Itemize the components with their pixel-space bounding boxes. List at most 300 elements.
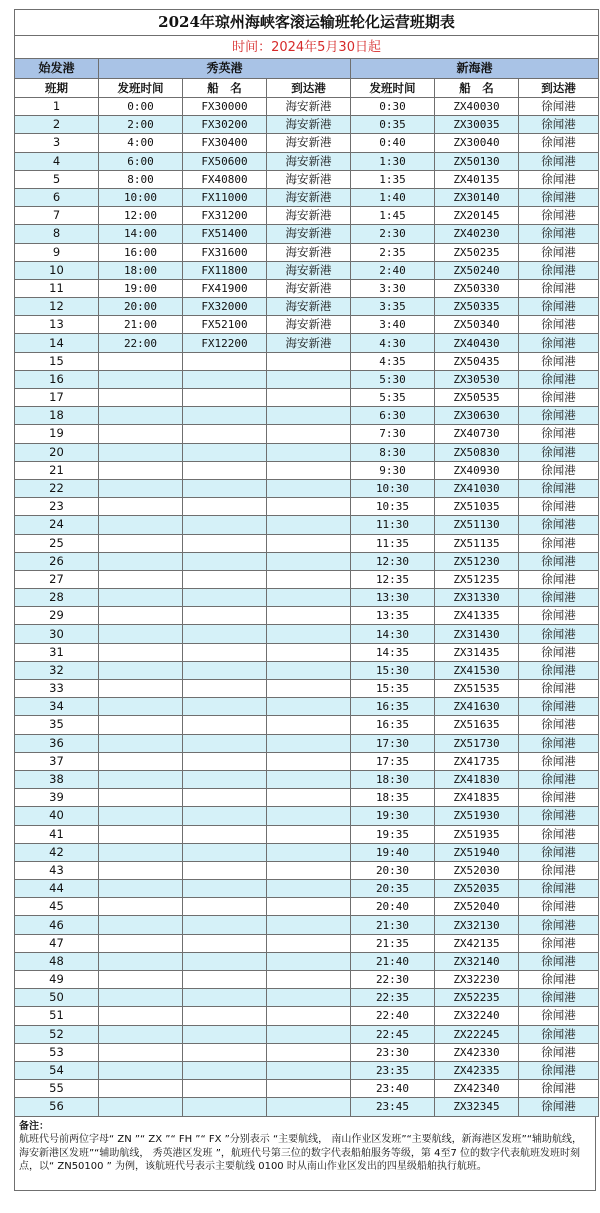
arrive-port-a-cell	[267, 716, 351, 734]
table-row	[15, 98, 599, 116]
table-row	[15, 734, 599, 752]
table-row	[15, 1007, 599, 1025]
depart-time-a-cell: 22:00	[99, 334, 183, 352]
arrive-port-a-cell: 海安新港	[267, 298, 351, 316]
ship-code-a-cell	[183, 370, 267, 388]
depart-time-b-cell: 3:30	[351, 279, 435, 297]
schedule-no-cell: 39	[15, 789, 99, 807]
port-xinhai: 新海港	[351, 59, 599, 79]
depart-time-b-cell: 15:30	[351, 661, 435, 679]
ship-code-b-cell: ZX41735	[435, 752, 519, 770]
ship-code-a-cell	[183, 934, 267, 952]
schedule-no-cell: 49	[15, 971, 99, 989]
depart-time-a-cell	[99, 643, 183, 661]
port-xiuying: 秀英港	[99, 59, 351, 79]
depart-time-b-cell: 16:35	[351, 716, 435, 734]
depart-time-a-cell	[99, 716, 183, 734]
arrive-port-b-cell: 徐闻港	[519, 352, 599, 370]
depart-time-a-cell	[99, 807, 183, 825]
schedule-no-cell: 20	[15, 443, 99, 461]
arrive-port-b-cell: 徐闻港	[519, 789, 599, 807]
depart-time-b-cell: 22:35	[351, 989, 435, 1007]
ship-code-a-cell: FX30000	[183, 98, 267, 116]
table-row	[15, 789, 599, 807]
depart-time-b-cell: 18:35	[351, 789, 435, 807]
arrive-port-a-cell	[267, 443, 351, 461]
schedule-no-cell: 35	[15, 716, 99, 734]
arrive-port-a-cell	[267, 807, 351, 825]
arrive-port-b-cell: 徐闻港	[519, 461, 599, 479]
depart-time-b-cell: 16:35	[351, 698, 435, 716]
depart-time-a-cell: 20:00	[99, 298, 183, 316]
arrive-port-a-cell: 海安新港	[267, 225, 351, 243]
ship-code-a-cell	[183, 661, 267, 679]
depart-time-a-cell: 6:00	[99, 152, 183, 170]
arrive-port-a-cell	[267, 1043, 351, 1061]
ship-code-b-cell: ZX32230	[435, 971, 519, 989]
arrive-port-b-cell: 徐闻港	[519, 152, 599, 170]
ship-code-b-cell: ZX32345	[435, 1098, 519, 1116]
top-cropped-banner	[0, 0, 600, 7]
table-row	[15, 443, 599, 461]
depart-time-a-cell: 21:00	[99, 316, 183, 334]
depart-time-a-cell	[99, 1007, 183, 1025]
depart-time-a-cell	[99, 425, 183, 443]
depart-time-a-cell: 18:00	[99, 261, 183, 279]
arrive-port-b-cell: 徐闻港	[519, 971, 599, 989]
ship-code-b-cell: ZX40930	[435, 461, 519, 479]
depart-time-a-cell	[99, 861, 183, 879]
ship-code-b-cell: ZX51035	[435, 498, 519, 516]
arrive-port-b-cell: 徐闻港	[519, 516, 599, 534]
col-header-ship-b: 船 名	[435, 79, 519, 98]
arrive-port-b-cell: 徐闻港	[519, 898, 599, 916]
depart-time-a-cell	[99, 1098, 183, 1116]
depart-time-b-cell: 5:30	[351, 370, 435, 388]
table-row	[15, 861, 599, 879]
arrive-port-b-cell: 徐闻港	[519, 952, 599, 970]
arrive-port-b-cell: 徐闻港	[519, 188, 599, 206]
depart-time-a-cell	[99, 498, 183, 516]
ship-code-a-cell	[183, 1061, 267, 1079]
ship-code-a-cell	[183, 898, 267, 916]
table-row	[15, 716, 599, 734]
arrive-port-a-cell	[267, 843, 351, 861]
table-row	[15, 843, 599, 861]
depart-time-b-cell: 21:30	[351, 916, 435, 934]
title-row	[15, 10, 599, 36]
schedule-no-cell: 33	[15, 680, 99, 698]
arrive-port-a-cell	[267, 989, 351, 1007]
depart-time-a-cell: 16:00	[99, 243, 183, 261]
arrive-port-b-cell: 徐闻港	[519, 934, 599, 952]
table-row	[15, 1025, 599, 1043]
arrive-port-a-cell	[267, 861, 351, 879]
ship-code-b-cell: ZX40135	[435, 170, 519, 188]
arrive-port-a-cell	[267, 370, 351, 388]
column-header-row	[15, 79, 599, 98]
schedule-no-cell: 43	[15, 861, 99, 879]
table-row	[15, 479, 599, 497]
ship-code-b-cell: ZX50240	[435, 261, 519, 279]
schedule-no-cell: 12	[15, 298, 99, 316]
arrive-port-a-cell: 海安新港	[267, 134, 351, 152]
schedule-no-cell: 17	[15, 389, 99, 407]
ship-code-a-cell	[183, 461, 267, 479]
depart-time-b-cell: 6:30	[351, 407, 435, 425]
depart-time-b-cell: 14:30	[351, 625, 435, 643]
schedule-no-cell: 6	[15, 188, 99, 206]
depart-time-a-cell	[99, 989, 183, 1007]
schedule-no-cell: 36	[15, 734, 99, 752]
depart-time-a-cell	[99, 516, 183, 534]
ship-code-b-cell: ZX32130	[435, 916, 519, 934]
ship-code-a-cell	[183, 752, 267, 770]
ship-code-b-cell: ZX32240	[435, 1007, 519, 1025]
table-row	[15, 389, 599, 407]
depart-time-b-cell: 3:35	[351, 298, 435, 316]
depart-time-b-cell: 23:45	[351, 1098, 435, 1116]
schedule-no-cell: 4	[15, 152, 99, 170]
table-row	[15, 298, 599, 316]
table-row	[15, 516, 599, 534]
ship-code-a-cell	[183, 352, 267, 370]
ship-code-b-cell: ZX51135	[435, 534, 519, 552]
arrive-port-a-cell	[267, 570, 351, 588]
table-row	[15, 880, 599, 898]
schedule-no-cell: 54	[15, 1061, 99, 1079]
depart-time-b-cell: 2:35	[351, 243, 435, 261]
arrive-port-a-cell	[267, 534, 351, 552]
schedule-no-cell: 1	[15, 98, 99, 116]
depart-time-a-cell	[99, 789, 183, 807]
arrive-port-b-cell: 徐闻港	[519, 716, 599, 734]
table-row	[15, 952, 599, 970]
ship-code-a-cell	[183, 479, 267, 497]
depart-time-b-cell: 11:30	[351, 516, 435, 534]
depart-time-b-cell: 7:30	[351, 425, 435, 443]
depart-time-b-cell: 23:35	[351, 1061, 435, 1079]
table-row	[15, 170, 599, 188]
depart-time-b-cell: 21:40	[351, 952, 435, 970]
depart-time-b-cell: 20:30	[351, 861, 435, 879]
arrive-port-b-cell: 徐闻港	[519, 316, 599, 334]
table-row	[15, 498, 599, 516]
notes-label: 备注：	[19, 1120, 49, 1132]
ship-code-a-cell	[183, 1025, 267, 1043]
arrive-port-a-cell	[267, 952, 351, 970]
arrive-port-a-cell	[267, 552, 351, 570]
arrive-port-a-cell: 海安新港	[267, 98, 351, 116]
schedule-no-cell: 30	[15, 625, 99, 643]
notes-section	[14, 1117, 596, 1191]
depart-time-b-cell: 1:35	[351, 170, 435, 188]
ship-code-a-cell	[183, 607, 267, 625]
depart-time-b-cell: 4:35	[351, 352, 435, 370]
depart-time-a-cell	[99, 1025, 183, 1043]
depart-time-a-cell: 10:00	[99, 188, 183, 206]
table-row	[15, 134, 599, 152]
arrive-port-b-cell: 徐闻港	[519, 680, 599, 698]
ship-code-a-cell	[183, 952, 267, 970]
table-row	[15, 279, 599, 297]
depart-time-b-cell: 1:40	[351, 188, 435, 206]
table-row	[15, 643, 599, 661]
arrive-port-a-cell	[267, 934, 351, 952]
depart-time-a-cell	[99, 880, 183, 898]
ship-code-b-cell: ZX42335	[435, 1061, 519, 1079]
arrive-port-b-cell: 徐闻港	[519, 880, 599, 898]
arrive-port-b-cell: 徐闻港	[519, 134, 599, 152]
ship-code-b-cell: ZX31330	[435, 589, 519, 607]
table-row	[15, 570, 599, 588]
ship-code-b-cell: ZX41335	[435, 607, 519, 625]
arrive-port-b-cell: 徐闻港	[519, 825, 599, 843]
depart-time-b-cell: 2:40	[351, 261, 435, 279]
depart-time-a-cell	[99, 952, 183, 970]
ship-code-b-cell: ZX30140	[435, 188, 519, 206]
arrive-port-b-cell: 徐闻港	[519, 116, 599, 134]
ship-code-a-cell	[183, 770, 267, 788]
arrive-port-b-cell: 徐闻港	[519, 334, 599, 352]
schedule-no-cell: 21	[15, 461, 99, 479]
arrive-port-a-cell: 海安新港	[267, 261, 351, 279]
arrive-port-a-cell: 海安新港	[267, 243, 351, 261]
ship-code-b-cell: ZX51730	[435, 734, 519, 752]
table-row	[15, 207, 599, 225]
ship-code-b-cell: ZX40730	[435, 425, 519, 443]
depart-time-b-cell: 22:40	[351, 1007, 435, 1025]
ship-code-b-cell: ZX41835	[435, 789, 519, 807]
table-row	[15, 552, 599, 570]
ship-code-b-cell: ZX22245	[435, 1025, 519, 1043]
table-row	[15, 971, 599, 989]
depart-time-b-cell: 0:35	[351, 116, 435, 134]
depart-time-a-cell: 0:00	[99, 98, 183, 116]
ship-code-b-cell: ZX40230	[435, 225, 519, 243]
schedule-no-cell: 25	[15, 534, 99, 552]
arrive-port-b-cell: 徐闻港	[519, 261, 599, 279]
depart-time-a-cell	[99, 607, 183, 625]
arrive-port-b-cell: 徐闻港	[519, 752, 599, 770]
table-row	[15, 752, 599, 770]
ship-code-a-cell	[183, 843, 267, 861]
depart-time-b-cell: 19:30	[351, 807, 435, 825]
arrive-port-b-cell: 徐闻港	[519, 1025, 599, 1043]
ship-code-a-cell	[183, 734, 267, 752]
depart-time-a-cell	[99, 971, 183, 989]
ship-code-b-cell: ZX20145	[435, 207, 519, 225]
depart-time-b-cell: 10:35	[351, 498, 435, 516]
arrive-port-a-cell	[267, 407, 351, 425]
arrive-port-a-cell	[267, 643, 351, 661]
arrive-port-b-cell: 徐闻港	[519, 443, 599, 461]
table-row	[15, 425, 599, 443]
arrive-port-a-cell	[267, 461, 351, 479]
ship-code-a-cell	[183, 589, 267, 607]
ship-code-b-cell: ZX50130	[435, 152, 519, 170]
arrive-port-a-cell	[267, 498, 351, 516]
arrive-port-a-cell: 海安新港	[267, 207, 351, 225]
ship-code-b-cell: ZX52030	[435, 861, 519, 879]
arrive-port-a-cell: 海安新港	[267, 188, 351, 206]
depart-time-a-cell	[99, 698, 183, 716]
ship-code-b-cell: ZX50335	[435, 298, 519, 316]
table-row	[15, 825, 599, 843]
col-header-ship-a: 船 名	[183, 79, 267, 98]
table-row	[15, 225, 599, 243]
arrive-port-b-cell: 徐闻港	[519, 570, 599, 588]
ship-code-a-cell: FX12200	[183, 334, 267, 352]
ship-code-a-cell	[183, 698, 267, 716]
effective-date: 时间：2024年5月30日起	[15, 36, 599, 59]
schedule-no-cell: 37	[15, 752, 99, 770]
ship-code-a-cell	[183, 570, 267, 588]
depart-time-b-cell: 3:40	[351, 316, 435, 334]
arrive-port-b-cell: 徐闻港	[519, 1007, 599, 1025]
table-row	[15, 1080, 599, 1098]
arrive-port-b-cell: 徐闻港	[519, 861, 599, 879]
schedule-no-cell: 45	[15, 898, 99, 916]
schedule-no-cell: 28	[15, 589, 99, 607]
schedule-no-cell: 15	[15, 352, 99, 370]
schedule-no-cell: 23	[15, 498, 99, 516]
arrive-port-b-cell: 徐闻港	[519, 1098, 599, 1116]
ship-code-a-cell	[183, 643, 267, 661]
ship-code-b-cell: ZX52235	[435, 989, 519, 1007]
depart-time-b-cell: 15:35	[351, 680, 435, 698]
schedule-no-cell: 42	[15, 843, 99, 861]
ship-code-a-cell: FX52100	[183, 316, 267, 334]
ship-code-a-cell	[183, 407, 267, 425]
ship-code-b-cell: ZX41530	[435, 661, 519, 679]
ship-code-b-cell: ZX51635	[435, 716, 519, 734]
arrive-port-a-cell	[267, 1007, 351, 1025]
depart-time-b-cell: 0:40	[351, 134, 435, 152]
depart-time-b-cell: 13:30	[351, 589, 435, 607]
schedule-no-cell: 44	[15, 880, 99, 898]
depart-time-a-cell	[99, 843, 183, 861]
depart-time-b-cell: 5:35	[351, 389, 435, 407]
schedule-no-cell: 38	[15, 770, 99, 788]
table-row	[15, 534, 599, 552]
depart-time-b-cell: 14:35	[351, 643, 435, 661]
ship-code-b-cell: ZX40430	[435, 334, 519, 352]
ship-code-b-cell: ZX50830	[435, 443, 519, 461]
ship-code-b-cell: ZX51940	[435, 843, 519, 861]
arrive-port-b-cell: 徐闻港	[519, 243, 599, 261]
depart-time-a-cell	[99, 1080, 183, 1098]
arrive-port-a-cell	[267, 916, 351, 934]
depart-time-b-cell: 0:30	[351, 98, 435, 116]
schedule-no-cell: 51	[15, 1007, 99, 1025]
ship-code-a-cell	[183, 389, 267, 407]
ship-code-a-cell	[183, 716, 267, 734]
ship-code-a-cell	[183, 1080, 267, 1098]
depart-time-a-cell	[99, 534, 183, 552]
arrive-port-b-cell: 徐闻港	[519, 479, 599, 497]
arrive-port-b-cell: 徐闻港	[519, 1080, 599, 1098]
schedule-no-cell: 3	[15, 134, 99, 152]
ship-code-b-cell: ZX51230	[435, 552, 519, 570]
arrive-port-b-cell: 徐闻港	[519, 916, 599, 934]
arrive-port-b-cell: 徐闻港	[519, 734, 599, 752]
arrive-port-a-cell	[267, 625, 351, 643]
arrive-port-b-cell: 徐闻港	[519, 534, 599, 552]
schedule-no-cell: 7	[15, 207, 99, 225]
arrive-port-a-cell	[267, 661, 351, 679]
depart-time-a-cell: 2:00	[99, 116, 183, 134]
ship-code-a-cell: FX51400	[183, 225, 267, 243]
table-row	[15, 807, 599, 825]
table-row	[15, 334, 599, 352]
arrive-port-b-cell: 徐闻港	[519, 770, 599, 788]
depart-time-b-cell: 20:35	[351, 880, 435, 898]
schedule-no-cell: 22	[15, 479, 99, 497]
depart-time-a-cell	[99, 479, 183, 497]
ship-code-a-cell	[183, 516, 267, 534]
ship-code-b-cell: ZX50435	[435, 352, 519, 370]
table-row	[15, 116, 599, 134]
table-row	[15, 916, 599, 934]
depart-time-b-cell: 19:40	[351, 843, 435, 861]
depart-time-a-cell	[99, 443, 183, 461]
ship-code-a-cell: FX11800	[183, 261, 267, 279]
ship-code-b-cell: ZX51535	[435, 680, 519, 698]
ship-code-b-cell: ZX30040	[435, 134, 519, 152]
table-row	[15, 188, 599, 206]
col-header-depart-b: 发班时间	[351, 79, 435, 98]
depart-time-b-cell: 23:30	[351, 1043, 435, 1061]
arrive-port-b-cell: 徐闻港	[519, 370, 599, 388]
arrive-port-a-cell	[267, 1080, 351, 1098]
ship-code-a-cell	[183, 789, 267, 807]
ship-code-a-cell: FX31600	[183, 243, 267, 261]
ship-code-a-cell	[183, 534, 267, 552]
arrive-port-a-cell: 海安新港	[267, 116, 351, 134]
ship-code-a-cell	[183, 552, 267, 570]
arrive-port-b-cell: 徐闻港	[519, 589, 599, 607]
arrive-port-b-cell: 徐闻港	[519, 498, 599, 516]
table-row	[15, 261, 599, 279]
depart-time-a-cell: 14:00	[99, 225, 183, 243]
arrive-port-b-cell: 徐闻港	[519, 389, 599, 407]
ship-code-b-cell: ZX52040	[435, 898, 519, 916]
arrive-port-a-cell	[267, 352, 351, 370]
ship-code-b-cell: ZX41030	[435, 479, 519, 497]
arrive-port-a-cell	[267, 971, 351, 989]
table-row	[15, 934, 599, 952]
depart-time-a-cell	[99, 389, 183, 407]
arrive-port-b-cell: 徐闻港	[519, 843, 599, 861]
table-row	[15, 152, 599, 170]
arrive-port-a-cell	[267, 825, 351, 843]
arrive-port-b-cell: 徐闻港	[519, 625, 599, 643]
depart-time-a-cell	[99, 680, 183, 698]
table-row	[15, 607, 599, 625]
port-header-row	[15, 59, 599, 79]
ship-code-b-cell: ZX51235	[435, 570, 519, 588]
depart-time-a-cell	[99, 825, 183, 843]
table-row	[15, 698, 599, 716]
depart-time-a-cell: 19:00	[99, 279, 183, 297]
arrive-port-b-cell: 徐闻港	[519, 170, 599, 188]
table-row	[15, 898, 599, 916]
arrive-port-a-cell: 海安新港	[267, 279, 351, 297]
table-row	[15, 370, 599, 388]
depart-time-a-cell	[99, 1043, 183, 1061]
depart-time-b-cell: 23:40	[351, 1080, 435, 1098]
